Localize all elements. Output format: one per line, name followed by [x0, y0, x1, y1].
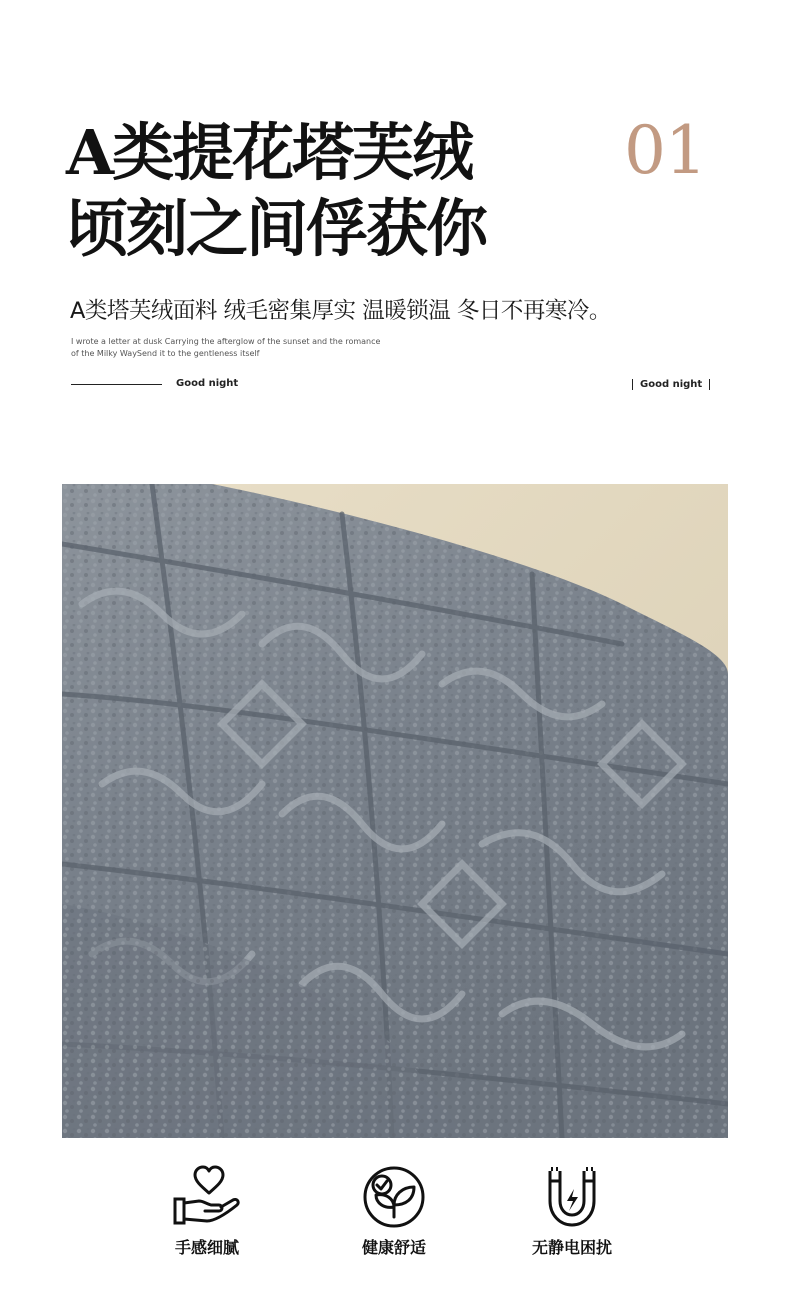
- feature-label-healthy: 健康舒适: [361, 1238, 426, 1257]
- divider-pipe-right: [709, 379, 710, 390]
- feature-label-antistatic: 无静电困扰: [531, 1238, 612, 1257]
- title-line-2: 顷刻之间俘获你: [66, 192, 487, 265]
- feature-anti-static: [512, 1165, 632, 1258]
- good-night-label-right: Good night: [640, 378, 703, 390]
- section-number: 01: [624, 112, 706, 189]
- title-line-1: A类提花塔芙绒: [66, 116, 473, 189]
- feature-soft-touch: [147, 1165, 267, 1258]
- fabric-illustration: [62, 484, 728, 1138]
- divider-pipe-left: [632, 379, 633, 390]
- leaf-check-icon: [362, 1165, 426, 1229]
- feature-healthy-comfort: [334, 1165, 454, 1258]
- fabric-product-photo: [62, 484, 728, 1138]
- subtitle: A类塔芙绒面料 绒毛密集厚实 温暖锁温 冬日不再寒冷。: [70, 298, 611, 324]
- good-night-label-left: Good night: [176, 378, 239, 389]
- magnet-bolt-icon: [540, 1165, 604, 1229]
- feature-label-soft: 手感细腻: [174, 1238, 239, 1257]
- english-caption-line-2: of the Milky WaySend it to the gentleness itself: [71, 349, 260, 358]
- good-night-tag-right: [632, 377, 710, 391]
- heart-hand-icon: [171, 1165, 243, 1229]
- divider-line: [71, 384, 162, 385]
- english-caption-line-1: I wrote a letter at dusk Carrying the afterglow of the sunset and the romance: [71, 337, 381, 346]
